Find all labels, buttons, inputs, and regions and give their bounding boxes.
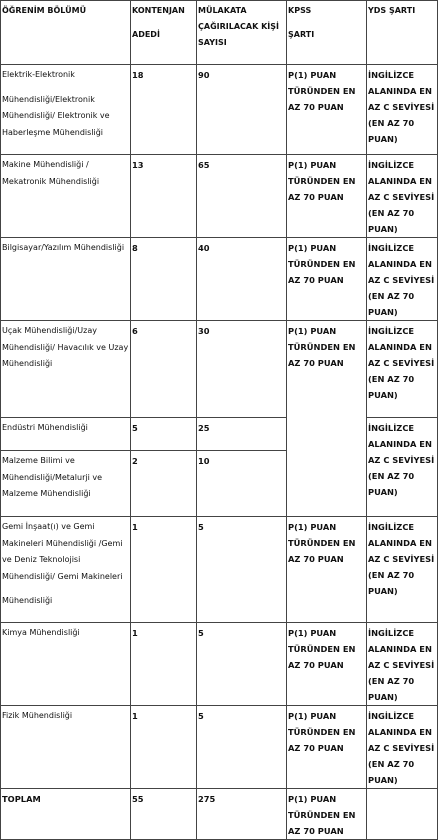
table-row [1, 238, 438, 321]
quota-cell: 1 [131, 517, 197, 623]
kpss-cell: P(1) PUAN TÜRÜNDEN EN AZ 70 PUAN [287, 789, 367, 840]
table-row [1, 706, 438, 789]
total-yds-empty [367, 789, 438, 840]
interview-cell: 10 [197, 451, 287, 517]
quota-cell: 13 [131, 155, 197, 238]
kpss-cell: P(1) PUAN TÜRÜNDEN EN AZ 70 PUAN [287, 65, 367, 155]
department-cell [1, 65, 131, 155]
kpss-cell: P(1) PUAN TÜRÜNDEN EN AZ 70 PUAN [287, 517, 367, 623]
department-cell: Endüstri Mühendisliği [1, 418, 131, 451]
header-interview [197, 1, 287, 65]
total-quota: 55 [131, 789, 197, 840]
table-row [1, 321, 438, 418]
department-cell: Uçak Mühendisliği/Uzay Mühendisliği/ Havacılık ve Uzay Mühendisliği [1, 321, 131, 418]
quota-cell: 1 [131, 706, 197, 789]
kpss-cell: P(1) PUAN TÜRÜNDEN EN AZ 70 PUAN [287, 155, 367, 238]
header-department-text: ÖĞRENİM BÖLÜMÜ [2, 6, 87, 15]
interview-cell: 30 [197, 321, 287, 418]
kpss-cell: P(1) PUAN TÜRÜNDEN EN AZ 70 PUAN [287, 238, 367, 321]
quota-cell: 5 [131, 418, 197, 451]
department-cell: Makine Mühendisliği / Mekatronik Mühendisliği [1, 155, 131, 238]
interview-cell: 25 [197, 418, 287, 451]
yds-cell: İNGİLİZCE ALANINDA EN AZ C SEVİYESİ (EN AZ 70 PUAN) [367, 65, 438, 155]
kpss-cell: P(1) PUAN TÜRÜNDEN EN AZ 70 PUAN [287, 706, 367, 789]
department-name-cont: Mühendisliği [2, 596, 53, 605]
header-interview-text: MÜLAKATA ÇAĞIRILACAK KİŞİ SAYISI [198, 6, 279, 47]
table-row [1, 418, 438, 451]
yds-cell: İNGİLİZCE ALANINDA EN AZ C SEVİYESİ (EN AZ 70 PUAN) [367, 517, 438, 623]
header-kpss [287, 1, 367, 65]
interview-cell: 5 [197, 517, 287, 623]
header-yds-text: YDS ŞARTI [368, 6, 416, 15]
department-name: Elektrik-Elektronik [2, 70, 75, 79]
header-row [1, 1, 438, 65]
quota-cell: 1 [131, 623, 197, 706]
header-quota [131, 1, 197, 65]
header-quota-line2: ADEDİ [132, 30, 160, 39]
quota-cell: 8 [131, 238, 197, 321]
header-quota-line1: KONTENJAN [132, 6, 185, 15]
quota-cell: 18 [131, 65, 197, 155]
table-row [1, 517, 438, 623]
table-row [1, 65, 438, 155]
department-cell [1, 517, 131, 623]
yds-cell: İNGİLİZCE ALANINDA EN AZ C SEVİYESİ (EN AZ 70 PUAN) [367, 238, 438, 321]
total-label: TOPLAM [1, 789, 131, 840]
table-row [1, 155, 438, 238]
interview-cell: 5 [197, 706, 287, 789]
department-name-cont: Mühendisliği/Elektronik Mühendisliği/ Elektronik ve Haberleşme Mühendisliği [2, 94, 110, 137]
total-row [1, 789, 438, 840]
table-row [1, 623, 438, 706]
department-cell: Malzeme Bilimi ve Mühendisliği/Metalurji ve Malzeme Mühendisliği [1, 451, 131, 517]
kpss-cell: P(1) PUAN TÜRÜNDEN EN AZ 70 PUAN [287, 321, 367, 517]
department-cell: Kimya Mühendisliği [1, 623, 131, 706]
interview-cell: 90 [197, 65, 287, 155]
yds-cell: İNGİLİZCE ALANINDA EN AZ C SEVİYESİ (EN AZ 70 PUAN) [367, 321, 438, 418]
yds-cell: İNGİLİZCE ALANINDA EN AZ C SEVİYESİ (EN AZ 70 PUAN) [367, 623, 438, 706]
yds-cell: İNGİLİZCE ALANINDA EN AZ C SEVİYESİ (EN AZ 70 PUAN) [367, 418, 438, 517]
quota-cell: 6 [131, 321, 197, 418]
department-name: Gemi İnşaat(ı) ve Gemi Makineleri Mühendisliği /Gemi ve Deniz Teknolojisi Mühendisliği/ Gemi Makineleri [2, 522, 123, 581]
header-yds [367, 1, 438, 65]
header-kpss-line2: ŞARTI [288, 30, 315, 39]
department-cell: Bilgisayar/Yazılım Mühendisliği [1, 238, 131, 321]
interview-cell: 5 [197, 623, 287, 706]
total-interview: 275 [197, 789, 287, 840]
header-department [1, 1, 131, 65]
header-kpss-line1: KPSS [288, 6, 312, 15]
interview-cell: 65 [197, 155, 287, 238]
yds-cell: İNGİLİZCE ALANINDA EN AZ C SEVİYESİ (EN AZ 70 PUAN) [367, 155, 438, 238]
kpss-cell: P(1) PUAN TÜRÜNDEN EN AZ 70 PUAN [287, 623, 367, 706]
yds-cell: İNGİLİZCE ALANINDA EN AZ C SEVİYESİ (EN AZ 70 PUAN) [367, 706, 438, 789]
department-cell: Fizik Mühendisliği [1, 706, 131, 789]
interview-cell: 40 [197, 238, 287, 321]
quota-cell: 2 [131, 451, 197, 517]
